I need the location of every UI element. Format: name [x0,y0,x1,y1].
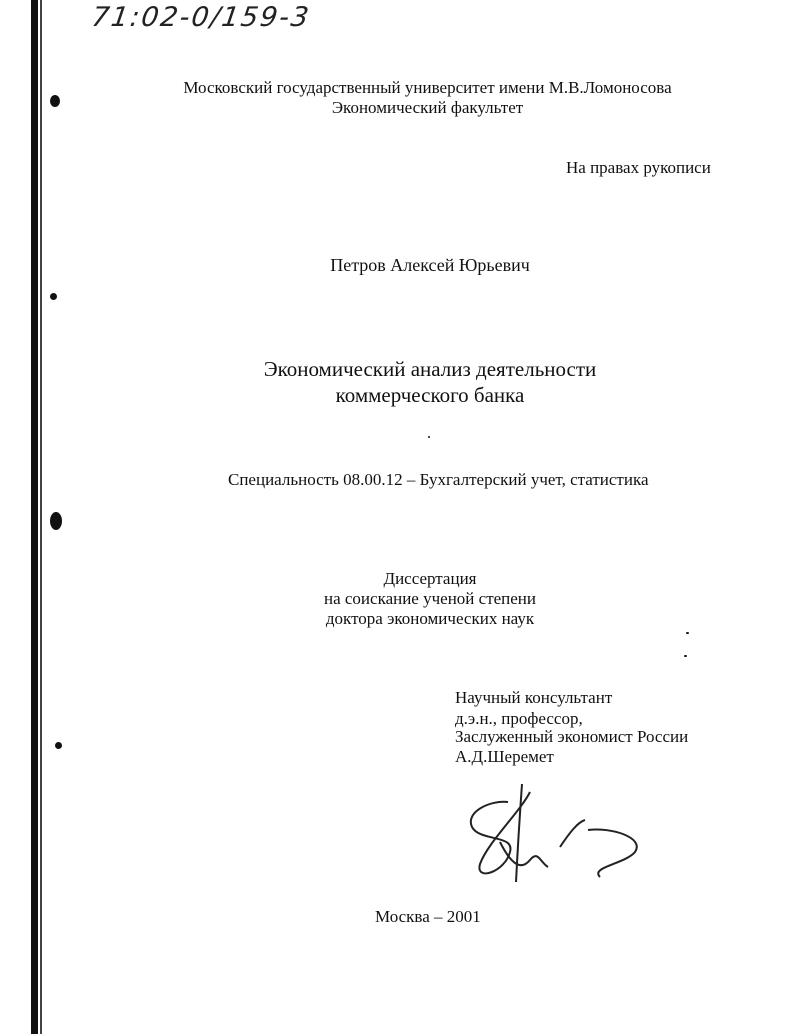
dissertation-title-line2: коммерческого банка [335,383,525,407]
manuscript-rights: На правах рукописи [566,158,711,177]
scan-edge-line [40,0,42,1034]
scan-edge-bar [31,0,38,1034]
scan-speck [428,436,430,438]
scan-speck [50,95,60,107]
author-name: Петров Алексей Юрьевич [330,255,530,275]
specialty: Специальность 08.00.12 – Бухгалтерский учет, статистика [228,470,649,489]
consultant-line3: Заслуженный экономист России [455,727,689,746]
consultant-line1: Научный консультант [455,688,613,707]
scan-speck [50,512,62,530]
scan-speck [55,742,62,749]
degree-line1: Диссертация [383,569,477,588]
university-name: Московский государственный университет имени М.В.Ломоносова [183,78,672,97]
faculty-name: Экономический факультет [331,98,524,117]
archive-code: 71:02-0/159-3 [89,2,313,33]
signature-mark [460,772,650,902]
degree-line3: доктора экономических наук [325,609,535,628]
degree-line2: на соискание ученой степени [323,589,537,608]
scan-speck [50,293,57,300]
consultant-line2: д.э.н., профессор, [455,709,583,728]
scan-speck [686,632,689,634]
consultant-line4: А.Д.Шеремет [455,747,554,766]
place-and-year: Москва – 2001 [375,907,481,926]
dissertation-title-line1: Экономический анализ деятельности [263,357,597,381]
scan-speck [684,655,687,657]
